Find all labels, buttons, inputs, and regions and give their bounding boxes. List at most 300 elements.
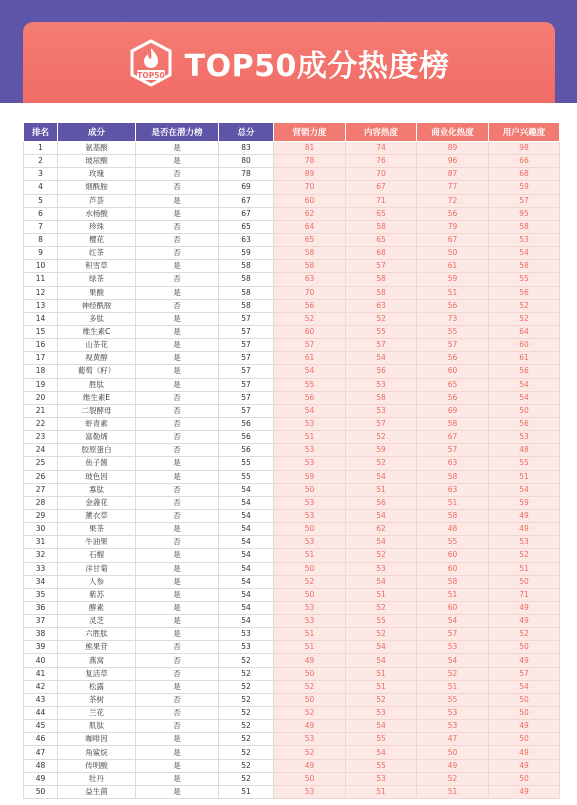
table-row: [24, 549, 560, 562]
content-heat-cell: 52: [346, 431, 417, 444]
table-row: [24, 667, 560, 680]
content-heat-cell: 53: [346, 707, 417, 720]
potential-cell: 是: [136, 549, 219, 562]
marketing-cell: 61: [274, 352, 346, 365]
user-interest-cell: 54: [489, 247, 560, 260]
ingredient-cell: 鱼子酱: [58, 457, 136, 470]
content-heat-cell: 52: [346, 628, 417, 641]
rank-cell: 44: [24, 707, 58, 720]
total-score-cell: 52: [219, 667, 274, 680]
commercial-heat-cell: 63: [417, 457, 489, 470]
ingredient-cell: 二裂酵母: [58, 404, 136, 417]
commercial-heat-cell: 53: [417, 707, 489, 720]
rank-cell: 21: [24, 404, 58, 417]
potential-cell: 是: [136, 194, 219, 207]
content-heat-cell: 56: [346, 365, 417, 378]
rank-cell: 26: [24, 470, 58, 483]
rank-cell: 12: [24, 286, 58, 299]
table-header-row: [24, 123, 560, 142]
total-score-cell: 59: [219, 247, 274, 260]
content-heat-cell: 65: [346, 207, 417, 220]
content-heat-cell: 52: [346, 312, 417, 325]
content-heat-cell: 65: [346, 233, 417, 246]
potential-cell: 是: [136, 312, 219, 325]
marketing-cell: 89: [274, 168, 346, 181]
header-content-heat: 内容热度: [346, 123, 417, 142]
commercial-heat-cell: 61: [417, 260, 489, 273]
rank-cell: 1: [24, 142, 58, 155]
table-row: [24, 733, 560, 746]
content-heat-cell: 55: [346, 733, 417, 746]
ingredient-cell: 玻尿酸: [58, 155, 136, 168]
rank-cell: 17: [24, 352, 58, 365]
content-heat-cell: 52: [346, 601, 417, 614]
ingredient-cell: 珍珠: [58, 220, 136, 233]
table-row: [24, 286, 560, 299]
potential-cell: 是: [136, 746, 219, 759]
potential-cell: 否: [136, 220, 219, 233]
marketing-cell: 51: [274, 641, 346, 654]
table-row: [24, 273, 560, 286]
table-row: [24, 299, 560, 312]
total-score-cell: 52: [219, 693, 274, 706]
user-interest-cell: 50: [489, 641, 560, 654]
header-total-score: 总分: [219, 123, 274, 142]
ingredient-cell: 人参: [58, 575, 136, 588]
marketing-cell: 64: [274, 220, 346, 233]
commercial-heat-cell: 48: [417, 523, 489, 536]
content-heat-cell: 53: [346, 404, 417, 417]
potential-cell: 是: [136, 615, 219, 628]
potential-cell: 是: [136, 286, 219, 299]
user-interest-cell: 59: [489, 181, 560, 194]
total-score-cell: 54: [219, 615, 274, 628]
ingredient-cell: 玻色因: [58, 470, 136, 483]
user-interest-cell: 49: [489, 654, 560, 667]
content-heat-cell: 54: [346, 746, 417, 759]
marketing-cell: 56: [274, 299, 346, 312]
user-interest-cell: 68: [489, 168, 560, 181]
table-row: [24, 457, 560, 470]
content-heat-cell: 54: [346, 720, 417, 733]
commercial-heat-cell: 58: [417, 575, 489, 588]
table-row: [24, 588, 560, 601]
potential-cell: 是: [136, 772, 219, 785]
rank-cell: 13: [24, 299, 58, 312]
user-interest-cell: 57: [489, 667, 560, 680]
user-interest-cell: 61: [489, 352, 560, 365]
user-interest-cell: 55: [489, 273, 560, 286]
total-score-cell: 83: [219, 142, 274, 155]
ingredient-cell: 维生素E: [58, 391, 136, 404]
ingredient-cell: 茶树: [58, 693, 136, 706]
badge-label: TOP50: [136, 70, 165, 80]
potential-cell: 否: [136, 273, 219, 286]
total-score-cell: 54: [219, 496, 274, 509]
marketing-cell: 50: [274, 667, 346, 680]
total-score-cell: 54: [219, 575, 274, 588]
marketing-cell: 55: [274, 378, 346, 391]
total-score-cell: 55: [219, 457, 274, 470]
content-heat-cell: 58: [346, 220, 417, 233]
marketing-cell: 58: [274, 260, 346, 273]
table-row: [24, 641, 560, 654]
rank-cell: 29: [24, 509, 58, 522]
rank-cell: 19: [24, 378, 58, 391]
user-interest-cell: 52: [489, 549, 560, 562]
table-row: [24, 693, 560, 706]
marketing-cell: 51: [274, 431, 346, 444]
content-heat-cell: 58: [346, 286, 417, 299]
commercial-heat-cell: 58: [417, 509, 489, 522]
content-heat-cell: 53: [346, 562, 417, 575]
user-interest-cell: 51: [489, 470, 560, 483]
marketing-cell: 53: [274, 615, 346, 628]
rank-cell: 34: [24, 575, 58, 588]
content-heat-cell: 54: [346, 575, 417, 588]
content-heat-cell: 54: [346, 352, 417, 365]
marketing-cell: 50: [274, 523, 346, 536]
ingredient-cell: 富勒烯: [58, 431, 136, 444]
ingredient-cell: 胶原蛋白: [58, 444, 136, 457]
potential-cell: 否: [136, 168, 219, 181]
potential-cell: 否: [136, 536, 219, 549]
table-row: [24, 247, 560, 260]
rank-cell: 50: [24, 785, 58, 798]
potential-cell: 是: [136, 628, 219, 641]
total-score-cell: 78: [219, 168, 274, 181]
table-row: [24, 562, 560, 575]
user-interest-cell: 50: [489, 575, 560, 588]
commercial-heat-cell: 56: [417, 299, 489, 312]
commercial-heat-cell: 58: [417, 470, 489, 483]
marketing-cell: 51: [274, 549, 346, 562]
total-score-cell: 54: [219, 562, 274, 575]
content-heat-cell: 55: [346, 615, 417, 628]
user-interest-cell: 56: [489, 286, 560, 299]
table-row: [24, 536, 560, 549]
user-interest-cell: 71: [489, 588, 560, 601]
total-score-cell: 63: [219, 233, 274, 246]
user-interest-cell: 49: [489, 523, 560, 536]
potential-cell: 是: [136, 680, 219, 693]
table-body: [24, 142, 560, 799]
marketing-cell: 50: [274, 772, 346, 785]
ingredient-cell: 薰衣草: [58, 509, 136, 522]
ingredient-cell: 紫苏: [58, 588, 136, 601]
ingredient-cell: 寡肽: [58, 483, 136, 496]
potential-cell: 是: [136, 352, 219, 365]
potential-cell: 是: [136, 562, 219, 575]
page-title: TOP50成分热度榜: [184, 48, 450, 84]
user-interest-cell: 60: [489, 339, 560, 352]
commercial-heat-cell: 53: [417, 720, 489, 733]
header-potential-list: 是否在潜力榜: [136, 123, 219, 142]
marketing-cell: 60: [274, 325, 346, 338]
content-heat-cell: 68: [346, 247, 417, 260]
rank-cell: 31: [24, 536, 58, 549]
commercial-heat-cell: 60: [417, 549, 489, 562]
potential-cell: 否: [136, 391, 219, 404]
table-row: [24, 772, 560, 785]
ingredient-cell: 玫瑰: [58, 168, 136, 181]
content-heat-cell: 57: [346, 417, 417, 430]
content-heat-cell: 71: [346, 194, 417, 207]
rank-cell: 15: [24, 325, 58, 338]
total-score-cell: 55: [219, 470, 274, 483]
table-row: [24, 431, 560, 444]
title-banner: [23, 22, 555, 103]
commercial-heat-cell: 53: [417, 641, 489, 654]
user-interest-cell: 49: [489, 746, 560, 759]
user-interest-cell: 52: [489, 299, 560, 312]
rank-cell: 11: [24, 273, 58, 286]
table-row: [24, 509, 560, 522]
ingredient-cell: 燕窝: [58, 654, 136, 667]
marketing-cell: 81: [274, 142, 346, 155]
user-interest-cell: 56: [489, 417, 560, 430]
marketing-cell: 54: [274, 365, 346, 378]
total-score-cell: 65: [219, 220, 274, 233]
marketing-cell: 60: [274, 194, 346, 207]
ingredient-cell: 视黄醇: [58, 352, 136, 365]
commercial-heat-cell: 58: [417, 417, 489, 430]
user-interest-cell: 54: [489, 391, 560, 404]
table-row: [24, 628, 560, 641]
content-heat-cell: 76: [346, 155, 417, 168]
ingredient-cell: 多肽: [58, 312, 136, 325]
total-score-cell: 54: [219, 549, 274, 562]
ingredient-cell: 酵素: [58, 601, 136, 614]
potential-cell: 否: [136, 417, 219, 430]
content-heat-cell: 51: [346, 483, 417, 496]
potential-cell: 否: [136, 667, 219, 680]
ingredient-cell: 传明酸: [58, 759, 136, 772]
table-row: [24, 391, 560, 404]
commercial-heat-cell: 89: [417, 142, 489, 155]
total-score-cell: 67: [219, 194, 274, 207]
commercial-heat-cell: 77: [417, 181, 489, 194]
commercial-heat-cell: 87: [417, 168, 489, 181]
content-heat-cell: 53: [346, 378, 417, 391]
potential-cell: 否: [136, 444, 219, 457]
ingredient-cell: 牡丹: [58, 772, 136, 785]
rank-cell: 28: [24, 496, 58, 509]
user-interest-cell: 50: [489, 733, 560, 746]
rank-cell: 16: [24, 339, 58, 352]
commercial-heat-cell: 51: [417, 286, 489, 299]
rank-cell: 18: [24, 365, 58, 378]
total-score-cell: 69: [219, 181, 274, 194]
user-interest-cell: 52: [489, 628, 560, 641]
ingredient-cell: 熊果苷: [58, 641, 136, 654]
marketing-cell: 53: [274, 536, 346, 549]
ingredient-cell: 绿茶: [58, 273, 136, 286]
user-interest-cell: 54: [489, 483, 560, 496]
content-heat-cell: 56: [346, 496, 417, 509]
marketing-cell: 49: [274, 654, 346, 667]
user-interest-cell: 49: [489, 759, 560, 772]
ingredient-cell: 角鲨烷: [58, 746, 136, 759]
rank-cell: 7: [24, 220, 58, 233]
user-interest-cell: 58: [489, 220, 560, 233]
rank-cell: 40: [24, 654, 58, 667]
marketing-cell: 52: [274, 680, 346, 693]
rank-cell: 39: [24, 641, 58, 654]
rank-cell: 23: [24, 431, 58, 444]
total-score-cell: 58: [219, 299, 274, 312]
commercial-heat-cell: 73: [417, 312, 489, 325]
rank-cell: 22: [24, 417, 58, 430]
potential-cell: 是: [136, 155, 219, 168]
rank-cell: 9: [24, 247, 58, 260]
marketing-cell: 58: [274, 247, 346, 260]
commercial-heat-cell: 56: [417, 352, 489, 365]
rank-cell: 36: [24, 601, 58, 614]
ingredient-cell: 山茶花: [58, 339, 136, 352]
potential-cell: 否: [136, 483, 219, 496]
rank-cell: 42: [24, 680, 58, 693]
potential-cell: 是: [136, 523, 219, 536]
total-score-cell: 80: [219, 155, 274, 168]
table-row: [24, 654, 560, 667]
potential-cell: 是: [136, 457, 219, 470]
potential-cell: 否: [136, 654, 219, 667]
top50-badge-icon: [129, 39, 173, 87]
content-heat-cell: 54: [346, 509, 417, 522]
ingredient-cell: 果酸: [58, 286, 136, 299]
ingredient-cell: 松露: [58, 680, 136, 693]
table-row: [24, 615, 560, 628]
marketing-cell: 49: [274, 720, 346, 733]
commercial-heat-cell: 55: [417, 536, 489, 549]
user-interest-cell: 50: [489, 693, 560, 706]
commercial-heat-cell: 52: [417, 667, 489, 680]
marketing-cell: 52: [274, 707, 346, 720]
commercial-heat-cell: 56: [417, 391, 489, 404]
potential-cell: 否: [136, 299, 219, 312]
ingredient-cell: 樱花: [58, 233, 136, 246]
potential-cell: 是: [136, 470, 219, 483]
potential-cell: 是: [136, 785, 219, 798]
total-score-cell: 58: [219, 260, 274, 273]
total-score-cell: 57: [219, 352, 274, 365]
rank-cell: 14: [24, 312, 58, 325]
table-row: [24, 220, 560, 233]
rank-cell: 38: [24, 628, 58, 641]
potential-cell: 是: [136, 207, 219, 220]
rank-cell: 33: [24, 562, 58, 575]
content-heat-cell: 52: [346, 693, 417, 706]
rank-cell: 32: [24, 549, 58, 562]
total-score-cell: 57: [219, 391, 274, 404]
commercial-heat-cell: 72: [417, 194, 489, 207]
content-heat-cell: 54: [346, 470, 417, 483]
user-interest-cell: 53: [489, 536, 560, 549]
potential-cell: 是: [136, 588, 219, 601]
total-score-cell: 52: [219, 654, 274, 667]
table-row: [24, 155, 560, 168]
commercial-heat-cell: 59: [417, 273, 489, 286]
table-row: [24, 496, 560, 509]
rank-cell: 2: [24, 155, 58, 168]
rank-cell: 48: [24, 759, 58, 772]
ingredient-cell: 水杨酸: [58, 207, 136, 220]
total-score-cell: 57: [219, 378, 274, 391]
commercial-heat-cell: 57: [417, 444, 489, 457]
total-score-cell: 52: [219, 720, 274, 733]
header-user-interest: 用户兴趣度: [489, 123, 560, 142]
user-interest-cell: 53: [489, 431, 560, 444]
marketing-cell: 57: [274, 339, 346, 352]
total-score-cell: 58: [219, 286, 274, 299]
commercial-heat-cell: 57: [417, 628, 489, 641]
commercial-heat-cell: 79: [417, 220, 489, 233]
ingredient-cell: 果茶: [58, 523, 136, 536]
content-heat-cell: 51: [346, 680, 417, 693]
potential-cell: 否: [136, 707, 219, 720]
marketing-cell: 51: [274, 628, 346, 641]
table-row: [24, 759, 560, 772]
potential-cell: 否: [136, 496, 219, 509]
ingredient-cell: 益生菌: [58, 785, 136, 798]
ingredient-cell: 咖啡因: [58, 733, 136, 746]
content-heat-cell: 51: [346, 785, 417, 798]
marketing-cell: 50: [274, 693, 346, 706]
total-score-cell: 53: [219, 641, 274, 654]
ingredient-cell: 石榴: [58, 549, 136, 562]
ingredient-cell: 芦荟: [58, 194, 136, 207]
total-score-cell: 56: [219, 417, 274, 430]
table-row: [24, 707, 560, 720]
commercial-heat-cell: 60: [417, 365, 489, 378]
user-interest-cell: 49: [489, 509, 560, 522]
total-score-cell: 67: [219, 207, 274, 220]
table-row: [24, 601, 560, 614]
potential-cell: 否: [136, 693, 219, 706]
commercial-heat-cell: 60: [417, 562, 489, 575]
user-interest-cell: 95: [489, 207, 560, 220]
ingredient-cell: 积雪草: [58, 260, 136, 273]
content-heat-cell: 70: [346, 168, 417, 181]
commercial-heat-cell: 56: [417, 207, 489, 220]
rank-cell: 6: [24, 207, 58, 220]
commercial-heat-cell: 54: [417, 615, 489, 628]
marketing-cell: 50: [274, 562, 346, 575]
total-score-cell: 52: [219, 759, 274, 772]
marketing-cell: 53: [274, 457, 346, 470]
content-heat-cell: 74: [346, 142, 417, 155]
user-interest-cell: 59: [489, 496, 560, 509]
rank-cell: 4: [24, 181, 58, 194]
content-heat-cell: 57: [346, 260, 417, 273]
total-score-cell: 51: [219, 785, 274, 798]
marketing-cell: 56: [274, 391, 346, 404]
total-score-cell: 54: [219, 588, 274, 601]
user-interest-cell: 50: [489, 772, 560, 785]
total-score-cell: 57: [219, 404, 274, 417]
rank-cell: 27: [24, 483, 58, 496]
content-heat-cell: 51: [346, 667, 417, 680]
table-row: [24, 207, 560, 220]
marketing-cell: 50: [274, 483, 346, 496]
user-interest-cell: 49: [489, 615, 560, 628]
content-heat-cell: 62: [346, 523, 417, 536]
rank-cell: 5: [24, 194, 58, 207]
total-score-cell: 57: [219, 325, 274, 338]
potential-cell: 是: [136, 339, 219, 352]
marketing-cell: 53: [274, 417, 346, 430]
